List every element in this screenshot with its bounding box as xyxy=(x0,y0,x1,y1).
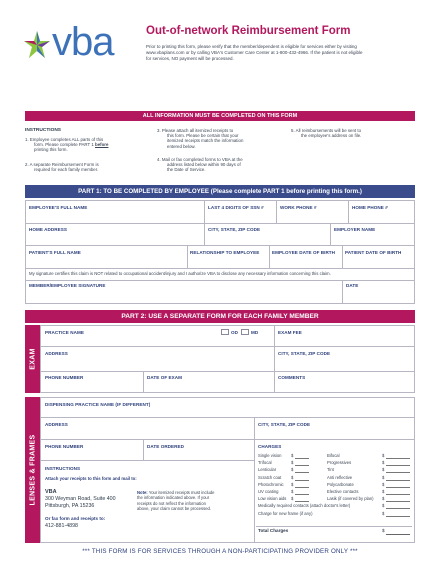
charge-amount-field[interactable] xyxy=(295,465,309,466)
patient-dob-field[interactable]: PATIENT DATE OF BIRTH xyxy=(345,250,402,255)
charge-label: Lenticular xyxy=(258,467,277,473)
charge-label: Medically required contacts (attach doctor's letter) xyxy=(258,503,351,509)
charge-label: Bifocal xyxy=(327,453,340,458)
charge-amount-field[interactable] xyxy=(386,494,410,495)
instruction-5 xyxy=(291,128,411,138)
charge-label: Photochromic xyxy=(258,481,284,487)
fax-label: Or fax form and receipts to: xyxy=(45,516,106,521)
logo-text: vba xyxy=(52,20,114,64)
vba-address-2: Pittsburgh, PA 15236 xyxy=(45,503,95,509)
total-charges-label: Total Charges xyxy=(258,528,289,533)
charge-amount-field[interactable] xyxy=(295,487,309,488)
charge-amount-field[interactable] xyxy=(295,501,309,502)
instruction-line: the employee's address on file. xyxy=(301,133,362,139)
lenses-instructions-heading: INSTRUCTIONS xyxy=(45,466,81,471)
note-label: Note: xyxy=(137,490,148,495)
signature-field[interactable]: MEMBER/EMPLOYEE SIGNATURE xyxy=(29,283,106,288)
date-field[interactable]: DATE xyxy=(346,283,359,288)
charge-dollar: $ xyxy=(382,496,385,502)
instructions-heading: INSTRUCTIONS xyxy=(25,128,61,133)
part2-bar: PART 2: USE A SEPARATE FORM FOR EACH FAMILY MEMBER xyxy=(25,310,415,323)
charge-amount-field[interactable] xyxy=(295,480,309,481)
dispensing-name-field[interactable]: DISPENSING PRACTICE NAME (IF DIFFERENT) xyxy=(45,402,151,407)
charge-dollar: $ xyxy=(291,496,294,502)
charges-heading: CHARGES xyxy=(258,444,282,449)
exam-fee-field[interactable]: EXAM FEE xyxy=(278,330,302,335)
instruction-emphasis: before xyxy=(95,142,109,148)
charge-amount-field[interactable] xyxy=(386,508,410,509)
lenses-side-text: LENSES & FRAMES xyxy=(29,434,36,506)
instruction-line: form. Please complete PART 1 xyxy=(34,142,94,148)
instruction-3 xyxy=(157,128,287,149)
home-address-field[interactable]: HOME ADDRESS xyxy=(29,227,67,232)
exam-side-text: EXAM xyxy=(29,348,36,370)
charge-label: Scratch coat xyxy=(258,474,282,480)
charge-amount-field[interactable] xyxy=(295,472,309,473)
exam-form xyxy=(40,325,415,393)
charge-label: Elective contacts xyxy=(327,489,359,494)
charge-dollar: $ xyxy=(382,467,385,473)
note-line: Your itemized receipts must include xyxy=(148,490,215,495)
charge-label: Polycarbonate xyxy=(327,481,354,487)
od-checkbox[interactable] xyxy=(221,329,229,335)
instruction-line: 1. Employee completes ALL parts of this xyxy=(25,137,104,142)
instruction-line: itemized receipts match the information xyxy=(167,138,244,144)
lenses-side-label xyxy=(25,397,40,543)
charge-label: Single vision xyxy=(258,453,282,458)
instruction-2 xyxy=(25,162,145,172)
exam-address-field[interactable]: ADDRESS xyxy=(45,351,68,356)
charge-dollar: $ xyxy=(291,460,294,466)
charge-dollar: $ xyxy=(382,510,385,516)
charge-dollar: $ xyxy=(291,453,294,458)
employer-name-field[interactable]: EMPLOYER NAME xyxy=(334,227,376,232)
charge-dollar: $ xyxy=(291,481,294,487)
instruction-1 xyxy=(25,137,145,153)
charge-label: UV coating xyxy=(258,489,279,494)
charge-amount-field[interactable] xyxy=(386,501,410,502)
home-phone-field[interactable]: HOME PHONE # xyxy=(352,205,388,210)
lenses-address-field[interactable]: ADDRESS xyxy=(45,422,68,427)
instruction-line: 2. A separate Reimbursement Form is xyxy=(25,162,99,167)
fax-number: 412-881-4898 xyxy=(45,523,78,529)
charge-amount-field[interactable] xyxy=(295,458,309,459)
od-label: OD xyxy=(231,330,238,335)
intro-line: Prior to printing this form, please verify that the member/dependent is eligible for services either by visiting xyxy=(146,44,357,49)
instruction-line: entered below. xyxy=(167,143,196,149)
lenses-city-state-zip-field[interactable]: CITY, STATE, ZIP CODE xyxy=(258,422,311,427)
practice-name-field[interactable]: PRACTICE NAME xyxy=(45,330,84,335)
exam-side-label xyxy=(25,325,40,393)
charge-dollar: $ xyxy=(291,489,294,494)
footer-notice: *** THIS FORM IS FOR SERVICES THROUGH A NON-PARTICIPATING PROVIDER ONLY *** xyxy=(82,548,358,555)
intro-line: www.vbaplans.com or by calling VBA's Customer Care Center at 1-800-432-4966. If the patient is not eligible xyxy=(146,49,363,55)
instruction-line: 4. Mail or fax completed forms to VBA at the xyxy=(157,157,243,162)
vba-address-1: 300 Weyman Road, Suite 400 xyxy=(45,496,116,502)
instruction-4 xyxy=(157,157,287,173)
comments-field[interactable]: COMMENTS xyxy=(278,375,306,380)
charge-dollar: $ xyxy=(382,474,385,480)
date-of-exam-field[interactable]: DATE OF EXAM xyxy=(147,375,182,380)
instruction-line: 3. Please attach all itemized receipts to xyxy=(157,128,234,133)
lenses-phone-field[interactable]: PHONE NUMBER xyxy=(45,444,84,449)
charge-amount-field[interactable] xyxy=(386,458,410,459)
vba-logo xyxy=(22,20,137,66)
lenses-form xyxy=(40,397,415,543)
receipt-note xyxy=(137,490,252,512)
instruction-line: address listed below within 90 days of xyxy=(167,162,241,168)
certification-text: My signature certifies this claim is NOT related to occupational accident/injury and I authorize VBA to disclose any necessary information concerning this claim. xyxy=(29,271,331,276)
charge-label: Trifocal xyxy=(258,460,272,466)
employee-dob-field[interactable]: EMPLOYEE DATE OF BIRTH xyxy=(272,250,336,255)
employee-name-field[interactable]: EMPLOYEE'S FULL NAME xyxy=(29,205,88,210)
charge-label: Charge for new frame (if any) xyxy=(258,510,313,516)
charge-amount-field[interactable] xyxy=(295,494,309,495)
intro-line: for services, NO payment will be processed. xyxy=(146,55,234,61)
page-title: Out-of-network Reimbursement Form xyxy=(146,25,351,37)
vba-name: VBA xyxy=(45,489,57,495)
charge-amount-field[interactable] xyxy=(386,465,410,466)
charge-label: Low vision aids xyxy=(258,496,287,502)
charge-label: Lasik (if covered by plan) xyxy=(327,496,374,502)
charge-dollar: $ xyxy=(382,481,385,487)
city-state-zip-field[interactable]: CITY, STATE, ZIP CODE xyxy=(208,227,261,232)
intro-text xyxy=(146,44,416,61)
charge-dollar: $ xyxy=(382,489,385,494)
exam-city-state-zip-field[interactable]: CITY, STATE, ZIP CODE xyxy=(278,351,331,356)
attach-text: Attach your receipts to this form and mail to: xyxy=(45,476,137,481)
charge-dollar: $ xyxy=(382,460,385,466)
note-line: above, your claim cannot be processed. xyxy=(137,506,212,512)
date-ordered-field[interactable]: DATE ORDERED xyxy=(147,444,185,449)
charge-amount-field[interactable] xyxy=(386,487,410,488)
note-line: the information indicated above. If your xyxy=(137,495,210,501)
charge-dollar: $ xyxy=(382,453,385,458)
charge-dollar: $ xyxy=(291,467,294,473)
charge-dollar: $ xyxy=(291,474,294,480)
instruction-line: required for each family member. xyxy=(34,167,99,173)
md-label: MD xyxy=(251,330,259,335)
instruction-line: the Date of Service. xyxy=(167,167,206,173)
relationship-field[interactable]: RELATIONSHIP TO EMPLOYEE xyxy=(190,250,260,255)
total-charges-line[interactable] xyxy=(386,534,410,535)
instruction-line: printing this form. xyxy=(34,147,68,153)
charge-label: Anti reflective xyxy=(327,474,353,480)
info-bar: ALL INFORMATION MUST BE COMPLETED ON THIS FORM xyxy=(25,111,415,121)
ssn-field[interactable]: LAST 4 DIGITS OF SSN # xyxy=(208,205,264,210)
instruction-line: 5. All reimbursements will be sent to xyxy=(291,128,362,133)
charge-label: Tint xyxy=(327,467,334,473)
charge-amount-field[interactable] xyxy=(386,480,410,481)
note-line: receipts do not reflect the information xyxy=(137,500,206,506)
charge-amount-field[interactable] xyxy=(386,472,410,473)
charge-label: Progressives xyxy=(327,460,352,466)
md-checkbox[interactable] xyxy=(241,329,249,335)
work-phone-field[interactable]: WORK PHONE # xyxy=(280,205,317,210)
exam-phone-field[interactable]: PHONE NUMBER xyxy=(45,375,84,380)
patient-name-field[interactable]: PATIENT'S FULL NAME xyxy=(29,250,81,255)
star-icon xyxy=(22,30,52,60)
instruction-line: this form. Please be certain that your xyxy=(167,133,239,139)
part1-bar: PART 1: TO BE COMPLETED BY EMPLOYEE (Please complete PART 1 before printing this form.) xyxy=(25,185,415,198)
total-charges-dollar: $ xyxy=(382,528,385,533)
charge-dollar: $ xyxy=(382,503,385,509)
charge-amount-field[interactable] xyxy=(386,516,410,517)
